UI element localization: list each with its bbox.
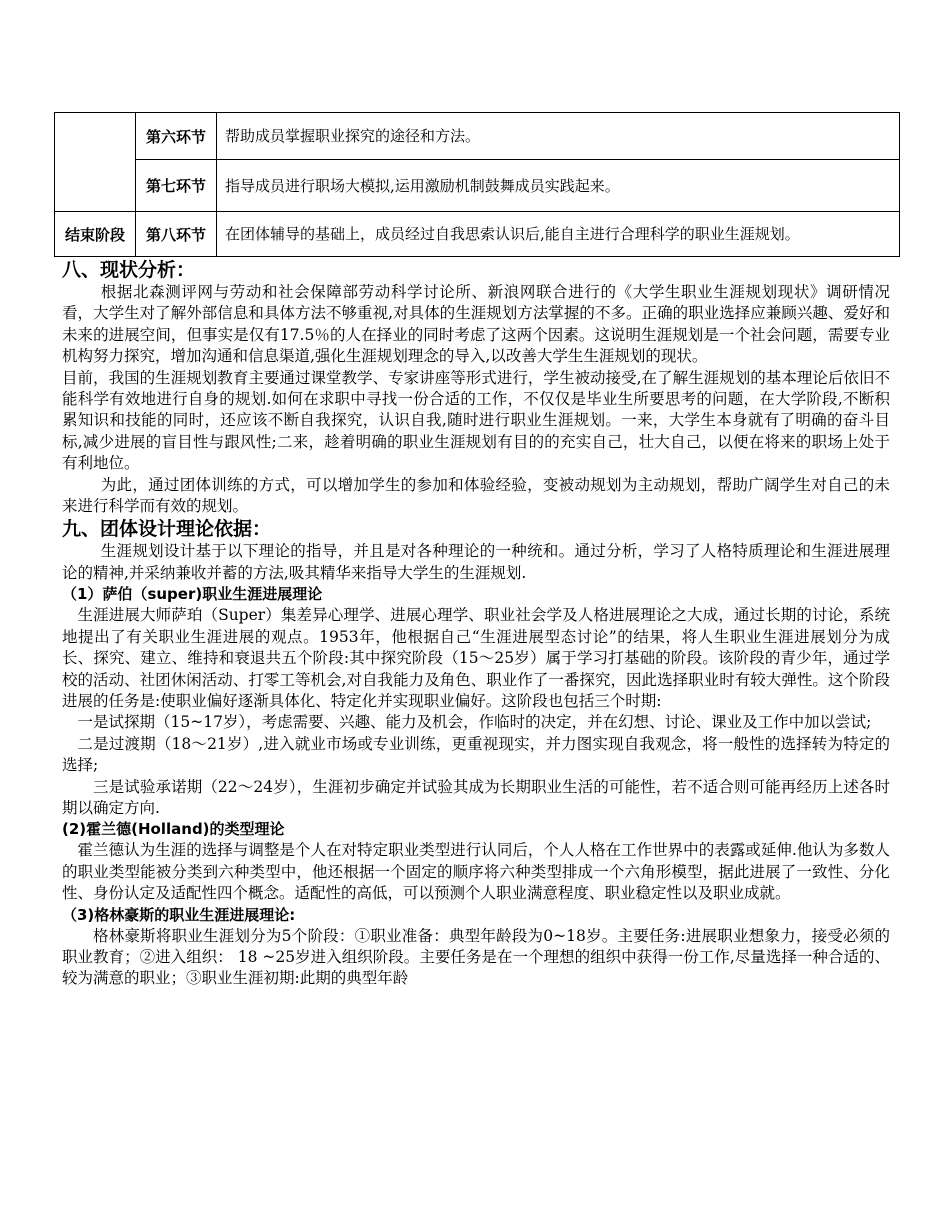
section-heading-current-status: 八、现状分析：: [62, 259, 196, 281]
table-row: [55, 113, 900, 160]
subheading-greenhaus-theory: （3)格林豪斯的职业生涯进展理论:: [62, 905, 296, 924]
session-cell: 第六环节: [136, 113, 217, 160]
paragraph: 三是试验承诺期（22～24岁），生涯初步确定并试验其成为长期职业生活的可能性，若不适合则可能再经历上述各时期以确定方向.: [62, 777, 890, 817]
stage-cell: 结束阶段: [55, 212, 136, 257]
paragraph: 根据北森测评网与劳动和社会保障部劳动科学讨论所、新浪网联合进行的《大学生职业生涯规划现状》调研情况看，大学生对了解外部信息和具体方法不够重视,对具体的生涯规划方法掌握的不多。正确的职业选择应兼顾兴趣、爱好和未来的进展空间，但事实是仅有17.5％的人在择业的同时考虑了这两个因素。这说明生涯规划是一个社会问题，需要专业机构努力探究，增加沟通和信息渠道,强化生涯规划理念的导入,以改善大学生生涯规划的现状。: [62, 283, 890, 366]
section-heading-theory-basis: 九、团体设计理论依据：: [62, 518, 272, 541]
paragraph: 一是试探期（15~17岁），考虑需要、兴趣、能力及机会，作临时的决定，并在幻想、讨论、课业及工作中加以尝试;: [77, 713, 872, 732]
paragraph: 二是过渡期（18～21岁）,进入就业市场或专业训练，更重视现实，并力图实现自我观念，将一般性的选择转为特定的选择;: [62, 734, 890, 775]
group-session-table: [54, 112, 900, 257]
paragraph: 生涯规划设计基于以下理论的指导，并且是对各种理论的一种统和。通过分析，学习了人格特质理论和生涯进展理论的精神,并采纳兼收并蓄的方法,吸其精华来指导大学生的生涯规划.: [62, 542, 890, 582]
subheading-super-theory: （1）萨伯（super)职业生涯进展理论: [62, 585, 323, 604]
paragraph: 霍兰德认为生涯的选择与调整是个人在对特定职业类型进行认同后，个人人格在工作世界中的表露或延伸.他认为多数人的职业类型能被分类到六种类型中，他还根据一个固定的顺序将六种类型排成一个六角形模型，据此进展了一致性、分化性、身份认定及适配性四个概念。适配性的高低，可以预测个人职业满意程度、职业稳定性以及职业成就。: [62, 841, 890, 903]
document-body: [62, 258, 890, 990]
session-cell: 第八环节: [136, 212, 217, 257]
subheading-holland-theory: (2)霍兰德(Holland)的类型理论: [62, 820, 285, 839]
paragraph: 生涯进展大师萨珀（Super）集差异心理学、进展心理学、职业社会学及人格进展理论之大成，通过长期的讨论，系统地提出了有关职业生涯进展的观点。1953年，他根据自己“生涯进展型态讨论”的结果，将人生职业生涯进展划分为成长、探究、建立、维持和衰退共五个阶段:其中探究阶段（15～25岁）属于学习打基础的阶段。该阶段的青少年，通过学校的活动、社团休闲活动、打零工等机会,对自我能力及角色、职业作了一番探究，因此选择职业时有较大弹性。这个阶段进展的任务是:使职业偏好逐渐具体化、特定化并实现职业偏好。这阶段也包括三个时期:: [62, 606, 890, 710]
table-row: [55, 212, 900, 257]
description-cell: 帮助成员掌握职业探究的途径和方法。: [217, 113, 900, 160]
paragraph: 格林豪斯将职业生涯划分为5个阶段：①职业准备：典型年龄段为0~18岁。主要任务:进展职业想象力，接受必须的职业教育；②进入组织： 18 ~25岁进入组织阶段。主要任务是在一个理想的组织中获得一份工作,尽量选择一种合适的、较为满意的职业；③职业生涯初期:此期的典型年龄: [62, 926, 890, 988]
session-cell: 第七环节: [136, 160, 217, 212]
paragraph: 为此，通过团体训练的方式，可以增加学生的参加和体验经验，变被动规划为主动规划，帮助广阔学生对自己的未来进行科学而有效的规划。: [62, 475, 890, 516]
description-cell: 在团体辅导的基础上，成员经过自我思索认识后,能自主进行合理科学的职业生涯规划。: [217, 212, 900, 257]
paragraph: 目前，我国的生涯规划教育主要通过课堂教学、专家讲座等形式进行，学生被动接受,在了解生涯规划的基本理论后依旧不能科学有效地进行自身的规划.如何在求职中寻找一份合适的工作，不仅仅是毕业生所要思考的问题，在大学阶段,不断积累知识和技能的同时，还应该不断自我探究，认识自我,随时进行职业生涯规划。一来，大学生本身就有了明确的奋斗目标,减少进展的盲目性与跟风性;二来，趁着明确的职业生涯规划有目的的充实自己，壮大自己，以便在将来的职场上处于有利地位。: [62, 368, 890, 473]
table-row: [55, 160, 900, 212]
stage-cell: [55, 113, 136, 212]
description-cell: 指导成员进行职场大模拟,运用激励机制鼓舞成员实践起来。: [217, 160, 900, 212]
